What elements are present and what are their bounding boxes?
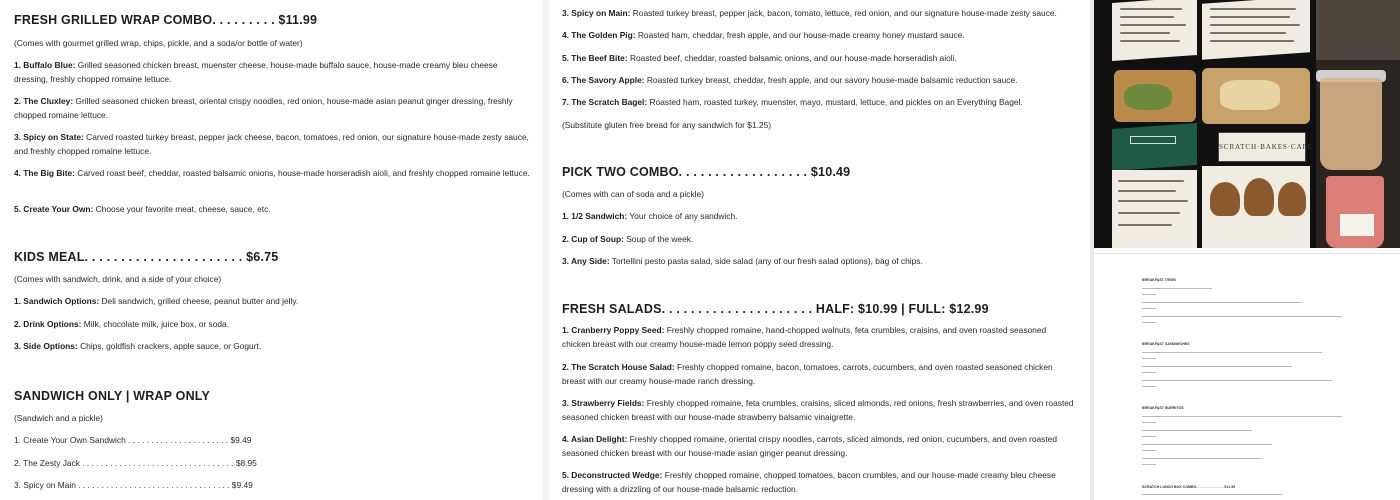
doc-text-line <box>1142 322 1156 323</box>
wrap-item: 1. Buffalo Blue: Grilled seasoned chicken breast, muenster cheese, house-made buffalo sauce, house-made creamy bleu cheese dressing, freshly chopped romaine lettuce. <box>14 60 498 84</box>
wrap-item: 5. Create Your Own: Choose your favorite meat, cheese, sauce, etc. <box>14 204 271 214</box>
doc-text-line <box>1142 458 1262 459</box>
wrap-combo-subtitle: (Comes with gourmet grilled wrap, chips, pickle, and a soda/or bottle of water) <box>14 38 303 48</box>
wrap-item: 2. The Cluxley: Grilled seasoned chicken breast, oriental crispy noodles, red onion, house-made asian peanut ginger dressing, freshly chopped romaine lettuce. <box>14 96 513 120</box>
doc-text-line <box>1142 352 1322 353</box>
board-text-line <box>1120 32 1170 34</box>
board-text-line <box>1118 180 1184 182</box>
doc-text-line <box>1142 294 1156 295</box>
pick-two-item: 1. 1/2 Sandwich: Your choice of any sandwich. <box>562 211 738 221</box>
iced-coffee-cup <box>1320 78 1382 170</box>
menu-document-thumbnail <box>1094 253 1400 500</box>
shelf-background <box>1316 0 1400 60</box>
board-text-line <box>1210 8 1296 10</box>
doc-text-line <box>1142 422 1156 423</box>
pick-two-subtitle: (Comes with can of soda and a pickle) <box>562 189 704 199</box>
board-text-line <box>1118 212 1180 214</box>
board-text-line <box>1120 40 1180 42</box>
doc-text-line <box>1142 380 1332 381</box>
doc-text-line <box>1142 430 1252 431</box>
muffin-photo <box>1278 182 1306 216</box>
salad-item: 1. Cranberry Poppy Seed: Freshly chopped romaine, hand-chopped walnuts, feta crumbles, craisins, and oven roasted seasoned chicken breast with our creamy house-made lemon poppy seed dressing. <box>562 325 1047 349</box>
cup-label <box>1340 214 1374 236</box>
doc-text-line <box>1142 316 1342 317</box>
sandwich-item: 5. The Beef Bite: Roasted beef, cheddar, roasted balsamic onions, and our house-made horseradish aioli. <box>562 53 957 63</box>
pick-two-item: 2. Cup of Soup: Soup of the week. <box>562 234 694 244</box>
sandwich-price-line: 1. Create Your Own Sandwich . . . . . . . . . . . . . . . . . . . . . . $9.49 <box>14 435 252 445</box>
board-text-line <box>1210 24 1300 26</box>
board-text-line <box>1210 16 1290 18</box>
doc-section-title: SCRATCH LUNCH BOX COMBO. . . . . . . . . . . . . . $11.99 <box>1142 485 1236 489</box>
kids-item: 3. Side Options: Chips, goldfish crackers, apple sauce, or Gogurt. <box>14 341 262 351</box>
gluten-free-note: (Substitute gluten free bread for any sandwich for $1.25) <box>562 120 772 130</box>
menu-page-middle <box>549 0 1090 500</box>
fresh-salads-heading: FRESH SALADS. . . . . . . . . . . . . . . . . . . . . HALF: $10.99 | FULL: $12.99 <box>562 302 989 316</box>
thumbnail-column <box>1094 0 1400 500</box>
kids-meal-subtitle: (Comes with sandwich, drink, and a side of your choice) <box>14 274 222 284</box>
salad-item: 4. Asian Delight: Freshly chopped romaine, oriental crispy noodles, carrots, sliced almonds, red onion, cucumbers, and oven roasted seasoned chicken breast with our house-made asian ginger peanut dressing. <box>562 434 1057 458</box>
cafe-logo: SCRATCH·BAKES·CAFE <box>1218 132 1306 162</box>
board-text-line <box>1210 32 1286 34</box>
doc-text-line <box>1142 386 1156 387</box>
doc-text-line <box>1142 450 1156 451</box>
kids-item: 2. Drink Options: Milk, chocolate milk, juice box, or soda. <box>14 319 230 329</box>
doc-text-line <box>1142 288 1212 289</box>
sandwich-item: 3. Spicy on Main: Roasted turkey breast, pepper jack, bacon, tomato, lettuce, red onion, and our signature house-made zesty sauce. <box>562 8 1057 18</box>
board-text-line <box>1120 16 1174 18</box>
doc-text-line <box>1142 444 1272 445</box>
board-text-line <box>1118 190 1176 192</box>
board-text-line <box>1120 24 1186 26</box>
kids-item: 1. Sandwich Options: Deli sandwich, grilled cheese, peanut butter and jelly. <box>14 296 299 306</box>
board-text-line <box>1120 8 1182 10</box>
board-text-line <box>1118 200 1188 202</box>
red-drink-cup <box>1326 176 1384 248</box>
doc-text-line <box>1142 302 1302 303</box>
doc-text-line <box>1142 494 1282 495</box>
muffin-photo <box>1244 178 1274 216</box>
sandwich-item: 7. The Scratch Bagel: Roasted ham, roasted turkey, muenster, mayo, mustard, lettuce, and pickles on an Everything Bagel. <box>562 97 1023 107</box>
food-photo-detail <box>1124 84 1172 110</box>
salad-item: 2. The Scratch House Salad: Freshly chopped romaine, bacon, tomatoes, carrots, cucumbers, and oven roasted seasoned chicken breast with our creamy house-made ranch dressing. <box>562 362 1053 386</box>
sandwich-price-line: 3. Spicy on Main . . . . . . . . . . . . . . . . . . . . . . . . . . . . . . . . . $9.49 <box>14 480 253 490</box>
board-text-line <box>1118 224 1172 226</box>
salad-item: 5. Deconstructed Wedge: Freshly chopped romaine, chopped tomatoes, bacon crumbles, and our house-made creamy bleu cheese dressing with a drizzling of our house-made balsamic reduction. <box>562 470 1056 494</box>
board-label-box <box>1130 136 1176 144</box>
doc-section-title: BREAKFAST ITEMS <box>1142 278 1176 282</box>
doc-text-line <box>1142 416 1342 417</box>
wrap-combo-heading: FRESH GRILLED WRAP COMBO. . . . . . . . . $11.99 <box>14 13 318 27</box>
doc-text-line <box>1142 358 1156 359</box>
kids-meal-heading: KIDS MEAL. . . . . . . . . . . . . . . . . . . . . . $6.75 <box>14 250 279 264</box>
doc-text-line <box>1142 372 1156 373</box>
sandwich-price-line: 2. The Zesty Jack . . . . . . . . . . . . . . . . . . . . . . . . . . . . . . . . . $8.95 <box>14 458 257 468</box>
sandwich-item: 6. The Savory Apple: Roasted turkey breast, cheddar, fresh apple, and our savory house-made balsamic reduction sauce. <box>562 75 1018 85</box>
board-green-panel <box>1112 123 1197 171</box>
doc-section-title: BREAKFAST SANDWICHES <box>1142 342 1190 346</box>
pick-two-item: 3. Any Side: Tortellini pesto pasta salad, side salad (any of our fresh salad options), bag of chips. <box>562 256 923 266</box>
food-photo-detail <box>1220 80 1280 110</box>
pick-two-heading: PICK TWO COMBO. . . . . . . . . . . . . . . . . . $10.49 <box>562 165 851 179</box>
sandwich-only-heading: SANDWICH ONLY | WRAP ONLY <box>14 389 211 403</box>
doc-text-line <box>1142 366 1292 367</box>
doc-text-line <box>1142 436 1156 437</box>
menu-page-left <box>0 0 543 500</box>
board-text-line <box>1210 40 1294 42</box>
salad-item: 3. Strawberry Fields: Freshly chopped romaine, feta crumbles, craisins, sliced almonds, red onions, fresh strawberries, and oven roasted seasoned chicken breast with our house-made strawberry balsamic vinaigrette. <box>562 398 1074 422</box>
doc-section-title: BREAKFAST BURRITOS <box>1142 406 1184 410</box>
wrap-item: 3. Spicy on State: Carved roasted turkey breast, pepper jack cheese, bacon, tomatoes, red onion, our signature house-made zesty sauce, and freshly chopped romaine lettuce. <box>14 132 529 156</box>
doc-text-line <box>1142 308 1156 309</box>
wrap-item: 4. The Big Bite: Carved roast beef, cheddar, roasted balsamic onions, house-made horseradish aioli, and freshly chopped romaine lettuce. <box>14 168 530 178</box>
sandwich-item: 4. The Golden Pig: Roasted ham, cheddar, fresh apple, and our house-made creamy honey mustard sauce. <box>562 30 965 40</box>
sandwich-only-subtitle: (Sandwich and a pickle) <box>14 413 103 423</box>
cafe-menu-board-photo <box>1094 0 1400 248</box>
muffin-photo <box>1210 182 1240 216</box>
doc-text-line <box>1142 464 1156 465</box>
